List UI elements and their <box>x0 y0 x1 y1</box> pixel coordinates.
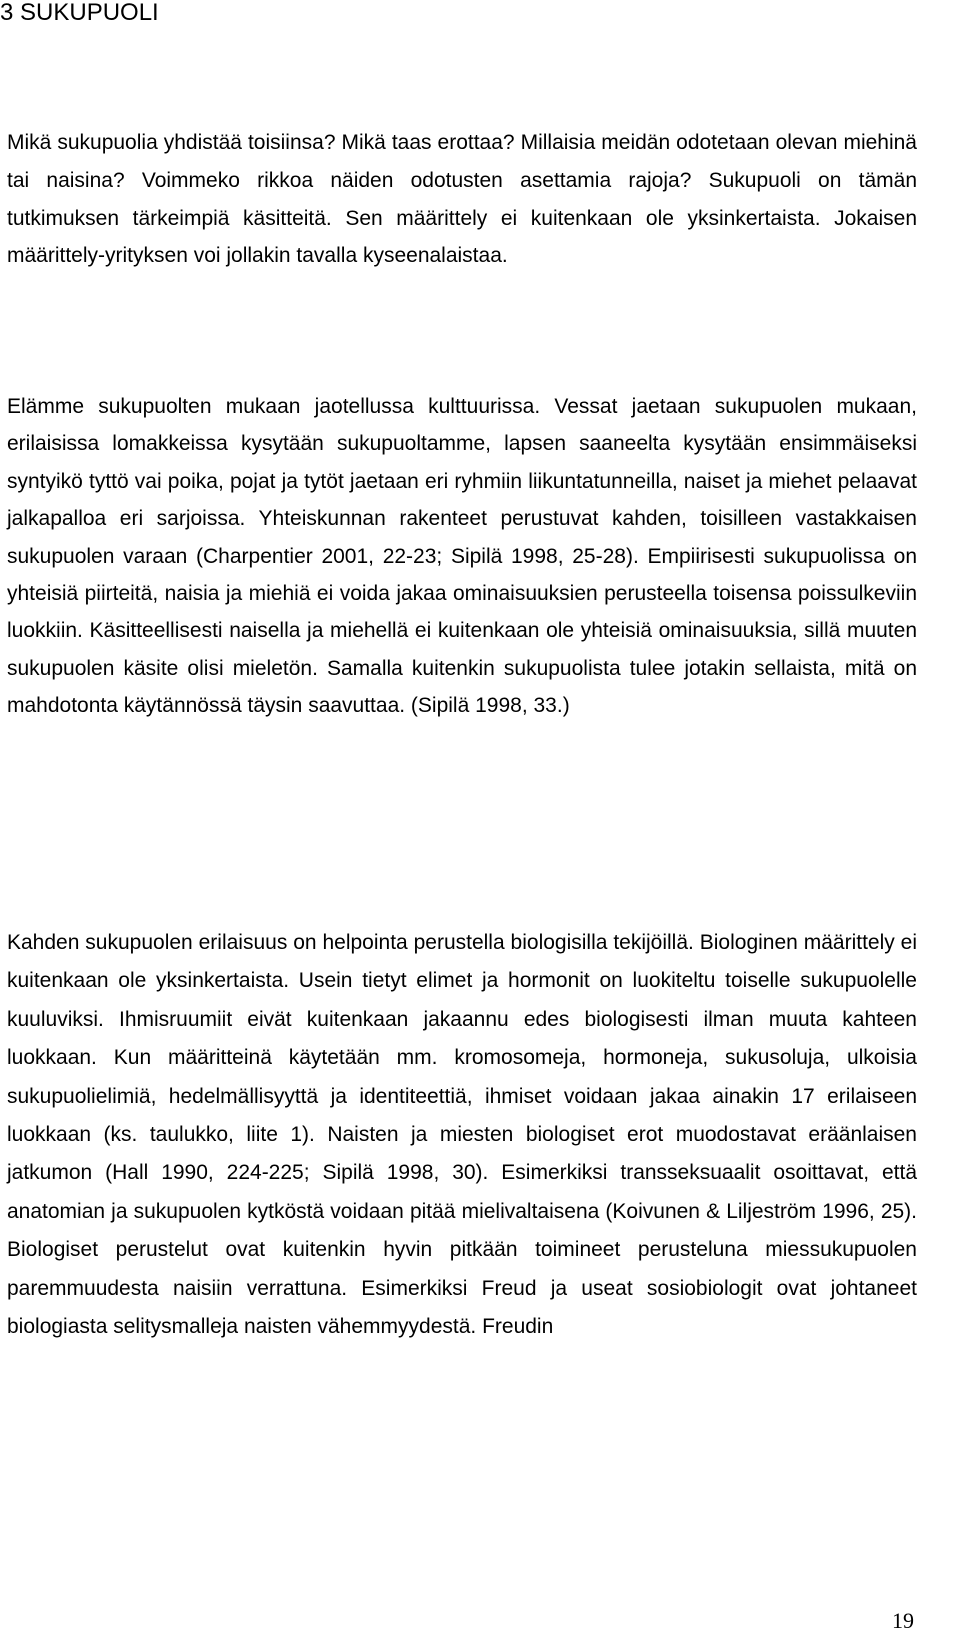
body-paragraph-2: Elämme sukupuolten mukaan jaotellussa kulttuurissa. Vessat jaetaan sukupuolen mukaan, erilaisissa lomakkeissa kysytään sukupuoltamme, lapsen saaneelta kysytään ensimmäiseksi syntyikö tyttö vai poika, pojat ja tytöt jaetaan eri ryhmiin liikuntatunneilla, naiset ja miehet pelaavat jalkapalloa eri sarjoissa. Yhteiskunnan rakenteet perustuvat kahden, toisilleen vastakkaisen sukupuolen varaan (Charpentier 2001, 22-23; Sipilä 1998, 25-28). Empiirisesti sukupuolissa on yhteisiä piirteitä, naisia ja miehiä ei voida jakaa ominaisuuksien perusteella toisensa poissulkeviin luokkiin. Käsitteellisesti naisella ja miehellä ei kuitenkaan ole yhteisiä ominaisuuksia, sillä muuten sukupuolen käsite olisi mieletön. Samalla kuitenkin sukupuolista tulee jotakin sellaista, mitä on mahdotonta käytännössä täysin saavuttaa. (Sipilä 1998, 33.) <box>7 395 917 718</box>
page-number: 19 <box>892 1608 914 1633</box>
section-heading: 3 SUKUPUOLI <box>0 0 159 26</box>
body-paragraph-3: Kahden sukupuolen erilaisuus on helpointa perustella biologisilla tekijöillä. Biologinen määrittely ei kuitenkaan ole yksinkertaista. Usein tietyt elimet ja hormonit on luokiteltu toiselle sukupuolelle kuuluviksi. Ihmisruumiit eivät kuitenkaan jakaannu edes biologisesti ilman muuta kahteen luokkaan. Kun määritteinä käytetään mm. kromosomeja, hormoneja, sukusoluja, ulkoisia sukupuolielimiä, hedelmällisyyttä ja identiteettiä, ihmiset voidaan jakaa ainakin 17 erilaiseen luokkaan (ks. taulukko, liite 1). Naisten ja miesten biologiset erot muodostavat eräänlaisen jatkumon (Hall 1990, 224-225; Sipilä 1998, 30). Esimerkiksi transseksuaalit osoittavat, että anatomian ja sukupuolen kytköstä voidaan pitää mielivaltaisena (Koivunen & Liljeström 1996, 25). Biologiset perustelut ovat kuitenkin hyvin pitkään toimineet perusteluna miessukupuolen paremmuudesta naisiin verrattuna. Esimerkiksi Freud ja useat sosiobiologit ovat johtaneet biologiasta selitysmalleja naisten vähemmyydestä. Freudin <box>7 931 917 1339</box>
body-paragraph-1: Mikä sukupuolia yhdistää toisiinsa? Mikä taas erottaa? Millaisia meidän odotetaan olevan miehinä tai naisina? Voimmeko rikkoa näiden odotusten asettamia rajoja? Sukupuoli on tämän tutkimuksen tärkeimpiä käsitteitä. Sen määrittely ei kuitenkaan ole yksinkertaista. Jokaisen määrittely-yrityksen voi jollakin tavalla kyseenalaistaa. <box>7 131 917 268</box>
